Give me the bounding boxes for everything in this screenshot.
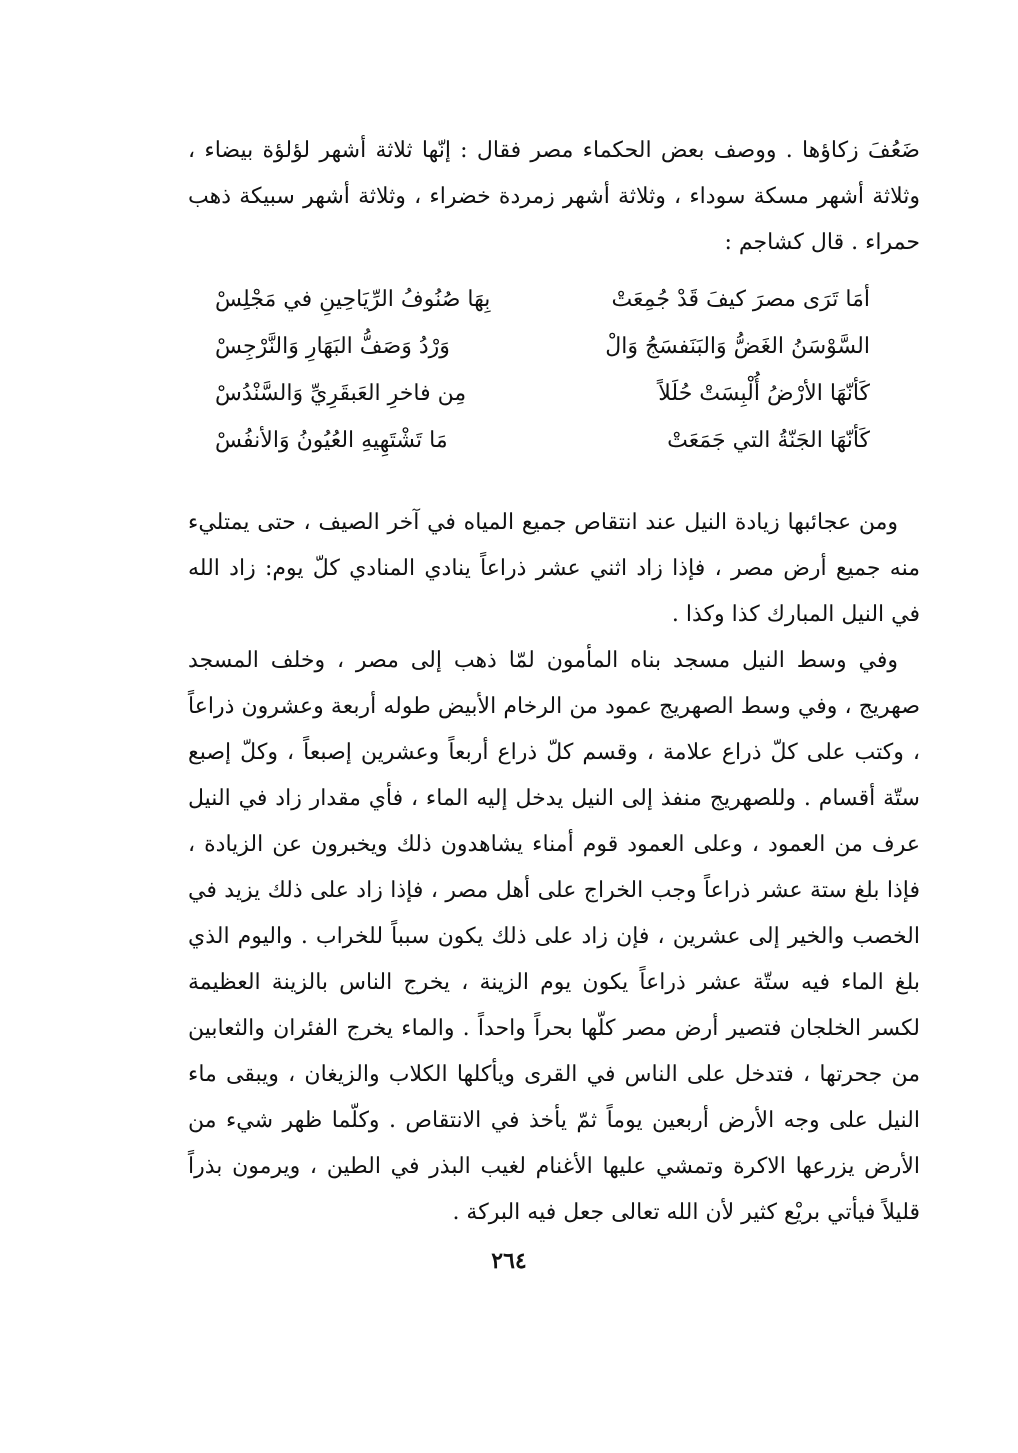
- poem-verse: [215, 323, 870, 370]
- body-text: [188, 500, 920, 1236]
- nilometer-paragraph: وفي وسط النيل مسجد بناه المأمون لمّا ذهب إلى مصر ، وخلف المسجد صهريج ، وفي وسط الصهريج عمود من الرخام الأبيض طوله أربعة وعشرون ذراعاً ، وكتب على كلّ ذراع علامة ، وقسم كلّ ذراع أربعاً وعشرين إصبعاً ، وكلّ إصبع ستّة أقسام . وللصهريج منفذ إلى النيل يدخل إليه الماء ، فأي مقدار زاد في النيل عرف من العمود ، وعلى العمود قوم أمناء يشاهدون ذلك ويخبرون عن الزيادة ، فإذا بلغ ستة عشر ذراعاً وجب الخراج على أهل مصر ، فإذا زاد على ذلك يزيد في الخصب والخير إلى عشرين ، فإن زاد على ذلك يكون سبباً للخراب . واليوم الذي بلغ الماء فيه ستّة عشر ذراعاً يكون يوم الزينة ، يخرج الناس بالزينة العظيمة لكسر الخلجان فتصير أرض مصر كلّها بحراً واحداً . والماء يخرج الفئران والثعابين من جحرتها ، فتدخل على الناس في القرى ويأكلها الكلاب والزيغان ، ويبقى ماء النيل على وجه الأرض أربعين يوماً ثمّ يأخذ في الانتقاص . وكلّما ظهر شيء من الأرض يزرعها الاكرة وتمشي عليها الأغنام لغيب البذر في الطين ، ويرمون بذراً قليلاً فيأتي بريْع كثير لأن الله تعالى جعل فيه البركة .: [188, 648, 921, 1225]
- intro-paragraph-block: [188, 128, 920, 266]
- verse-first-hemistich: أمَا تَرَى مصرَ كيفَ قَدْ جُمِعَتْ: [611, 287, 870, 312]
- page-number: ٢٦٤: [491, 1248, 527, 1274]
- verse-first-hemistich: كَأنّهَا الأرْضُ أُلْبِسَتْ حُلَلاً: [658, 381, 870, 406]
- poem-verse: [215, 276, 870, 323]
- poem-verse: [215, 370, 870, 417]
- verse-second-hemistich: مَا تَشْتَهِيهِ العُيُونُ وَالأنفُسْ: [215, 428, 448, 453]
- verse-first-hemistich: كَأنّهَا الجَنّةُ التي جَمَعَتْ: [667, 428, 870, 453]
- verse-second-hemistich: بِهَا صُنُوفُ الرِّيَاحِينِ في مَجْلِسْ: [215, 287, 491, 312]
- verse-first-hemistich: السَّوْسَنُ الغَضُّ وَالبَنَفسَجُ وَالْ: [605, 334, 870, 359]
- poem: [215, 276, 870, 464]
- poem-verse: [215, 417, 870, 464]
- verse-second-hemistich: مِن فاخرِ العَبقَرِيِّ وَالسَّنْدُسْ: [215, 381, 467, 406]
- nile-flood-paragraph: ومن عجائبها زيادة النيل عند انتقاص جميع المياه في آخر الصيف ، حتى يمتليء منه جميع أرض مصر ، فإذا زاد اثني عشر ذراعاً ينادي المنادي كلّ يوم: زاد الله في النيل المبارك كذا وكذا .: [188, 510, 920, 627]
- intro-paragraph: ضَعُفَ زكاؤها . ووصف بعض الحكماء مصر فقال : إنّها ثلاثة أشهر لؤلؤة بيضاء ، وثلاثة أشهر مسكة سوداء ، وثلاثة أشهر زمردة خضراء ، وثلاثة أشهر سبيكة ذهب حمراء . قال كشاجم :: [188, 138, 920, 255]
- verse-second-hemistich: وَرْدُ وَصَفُّ البَهَارِ وَالنَّرْجِسْ: [215, 334, 450, 359]
